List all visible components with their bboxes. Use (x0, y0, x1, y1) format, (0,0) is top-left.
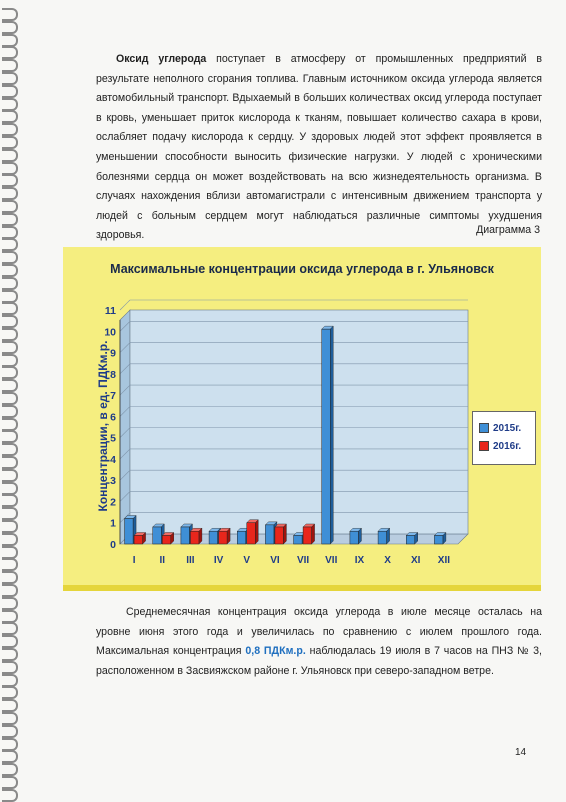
bar-2015г.-X (378, 531, 387, 544)
bar-2016г.-VII (303, 527, 312, 544)
x-tick-label: XII (437, 555, 451, 566)
y-tick-label: 0 (110, 539, 116, 551)
binding-ring (2, 277, 18, 290)
binding-ring (2, 776, 18, 789)
x-tick-label: III (186, 555, 195, 566)
binding-ring (2, 98, 18, 111)
binding-ring (2, 110, 18, 123)
binding-ring (2, 456, 18, 469)
binding-ring (2, 635, 18, 648)
binding-ring (2, 136, 18, 149)
bar-2015г.-XII (434, 535, 443, 544)
binding-ring (2, 290, 18, 303)
binding-ring (2, 686, 18, 699)
binding-ring (2, 251, 18, 264)
binding-ring (2, 59, 18, 72)
binding-ring (2, 763, 18, 776)
diagram-label: Диаграмма 3 (476, 224, 540, 236)
bar-2015г.-VII (322, 329, 331, 544)
bar-2016г.-II (162, 535, 171, 544)
binding-ring (2, 366, 18, 379)
bar-2015г.-VI (265, 525, 274, 544)
chart-legend (472, 411, 536, 465)
gridline-side (120, 300, 130, 310)
highlight-value: 0,8 ПДКм.р. (245, 645, 306, 658)
y-tick-label: 2 (110, 496, 116, 509)
bar-side-2016г.-III (199, 528, 202, 544)
paragraph-july-summary (96, 603, 542, 681)
binding-ring (2, 46, 18, 59)
bar-side-2016г.-V (255, 520, 258, 544)
binding-ring (2, 699, 18, 712)
binding-ring (2, 162, 18, 175)
binding-ring (2, 405, 18, 418)
y-tick-label: 5 (110, 432, 116, 445)
y-tick-label: 7 (110, 390, 116, 403)
binding-ring (2, 469, 18, 482)
y-tick-label: 11 (104, 305, 116, 317)
x-tick-label: VI (270, 555, 280, 566)
bar-2016г.-VI (275, 527, 284, 544)
binding-ring (2, 571, 18, 584)
binding-ring (2, 750, 18, 763)
bar-2015г.-VII (294, 535, 303, 544)
binding-ring (2, 661, 18, 674)
binding-ring (2, 315, 18, 328)
legend-item-2015 (479, 422, 521, 436)
x-tick-label: XI (411, 555, 421, 566)
x-tick-label: IV (213, 555, 224, 566)
chart-side-wall (120, 310, 130, 544)
bar-2015г.-IV (209, 531, 218, 544)
binding-ring (2, 648, 18, 661)
binding-ring (2, 149, 18, 162)
binding-ring (2, 213, 18, 226)
bar-2016г.-I (134, 535, 143, 544)
bar-2015г.-II (153, 527, 162, 544)
chart-title: Максимальные концентрации оксида углерода в г. Ульяновск (110, 262, 494, 276)
binding-ring (2, 622, 18, 635)
bar-chart (63, 247, 541, 585)
binding-ring (2, 187, 18, 200)
bar-side-2015г.-IX (358, 528, 361, 544)
binding-ring (2, 72, 18, 85)
chart-y-axis-label: Концентрации, в ед. ПДКм.р. (96, 340, 110, 512)
binding-ring (2, 354, 18, 367)
x-tick-label: IX (354, 555, 365, 566)
binding-ring (2, 507, 18, 520)
binding-ring (2, 85, 18, 98)
binding-ring (2, 494, 18, 507)
binding-ring (2, 520, 18, 533)
binding-ring (2, 174, 18, 187)
bold-term: Оксид углерода (116, 53, 207, 65)
y-tick-label: 3 (110, 475, 116, 488)
legend-swatch-2015 (479, 423, 489, 433)
chart-back-wall (130, 310, 468, 534)
paragraph-text-part1: Среднемесячная концентрация оксида углерода в июле месяце осталась на уровне июня этого года и увеличилась по сравнению с июлем прошлого года. Максимальная концентрация (96, 606, 542, 658)
x-tick-label: V (243, 555, 251, 566)
binding-ring (2, 379, 18, 392)
bar-2015г.-III (181, 527, 190, 544)
bar-2016г.-IV (219, 531, 228, 544)
binding-ring (2, 610, 18, 623)
binding-ring (2, 725, 18, 738)
binding-ring (2, 597, 18, 610)
x-tick-label: I (132, 555, 136, 566)
x-tick-label: VII (325, 555, 338, 566)
legend-label-2016: 2016г. (493, 441, 522, 452)
binding-ring (2, 392, 18, 405)
bar-2015г.-I (125, 518, 134, 544)
x-tick-label: VII (296, 555, 310, 566)
binding-ring (2, 238, 18, 251)
bar-2015г.-IX (350, 531, 359, 544)
binding-ring (2, 674, 18, 687)
binding-ring (2, 302, 18, 315)
bar-2015г.-V (237, 531, 246, 544)
bar-2015г.-XI (406, 535, 415, 544)
binding-ring (2, 443, 18, 456)
binding-ring (2, 21, 18, 34)
x-tick-label: X (384, 555, 391, 566)
binding-ring (2, 546, 18, 559)
bar-side-2016г.-VII (312, 524, 315, 544)
paragraph-text: поступает в атмосферу от промышленных предприятий в результате неполного сгорания топлива. Главным источником оксида углерода является автомобильный транспорт. Вдыхаемый в больших количествах оксид углерода поступает в кровь, уменьшает приток кислорода к тканям, повышает количество сахара в крови, ослабляет подачу кислорода к сердцу. У здоровых людей этот эффект проявляется в уменьшении способности выносить физические нагрузки. У людей с хроническими болезнями сердца он может воздействовать на всю жизнедеятельность организма. В случаях нахождения вблизи автомагистрали с интенсивным движением транспорта у людей с больным сердцем могут наблюдаться различные симптомы ухудшения здоровья. (96, 53, 542, 242)
paragraph-text-part2: наблюдалась 19 июля в 7 часов на ПНЗ № 3, расположенном в Засвияжском районе г. Ульяновск при северо-западном ветре. (96, 645, 542, 677)
bar-side-2016г.-IV (227, 528, 230, 544)
bar-2016г.-V (247, 523, 256, 544)
bar-2016г.-III (190, 531, 199, 544)
legend-label-2015: 2015г. (493, 423, 522, 434)
page-number: 14 (515, 747, 527, 758)
binding-ring (2, 34, 18, 47)
chart-container (63, 247, 541, 591)
binding-ring (2, 328, 18, 341)
legend-item-2016 (479, 440, 521, 454)
binding-ring (2, 738, 18, 751)
bar-side-2015г.-X (387, 528, 390, 544)
binding-ring (2, 200, 18, 213)
y-tick-label: 1 (110, 517, 116, 530)
binding-ring (2, 558, 18, 571)
spiral-binding (0, 0, 22, 800)
bar-side-2016г.-VI (283, 524, 286, 544)
y-tick-label: 9 (110, 347, 116, 360)
binding-ring (2, 533, 18, 546)
y-tick-label: 6 (110, 411, 116, 424)
legend-swatch-2016 (479, 441, 489, 451)
binding-ring (2, 264, 18, 277)
bar-side-2015г.-VII (330, 326, 333, 544)
binding-ring (2, 8, 18, 21)
binding-ring (2, 584, 18, 597)
x-tick-label: II (159, 555, 166, 566)
binding-ring (2, 712, 18, 725)
binding-ring (2, 226, 18, 239)
binding-ring (2, 482, 18, 495)
paragraph-carbon-monoxide (96, 50, 542, 246)
binding-ring (2, 418, 18, 431)
binding-ring (2, 341, 18, 354)
y-tick-label: 10 (104, 326, 116, 339)
y-tick-label: 4 (110, 453, 116, 466)
binding-ring (2, 430, 18, 443)
binding-ring (2, 123, 18, 136)
y-tick-label: 8 (110, 368, 116, 381)
